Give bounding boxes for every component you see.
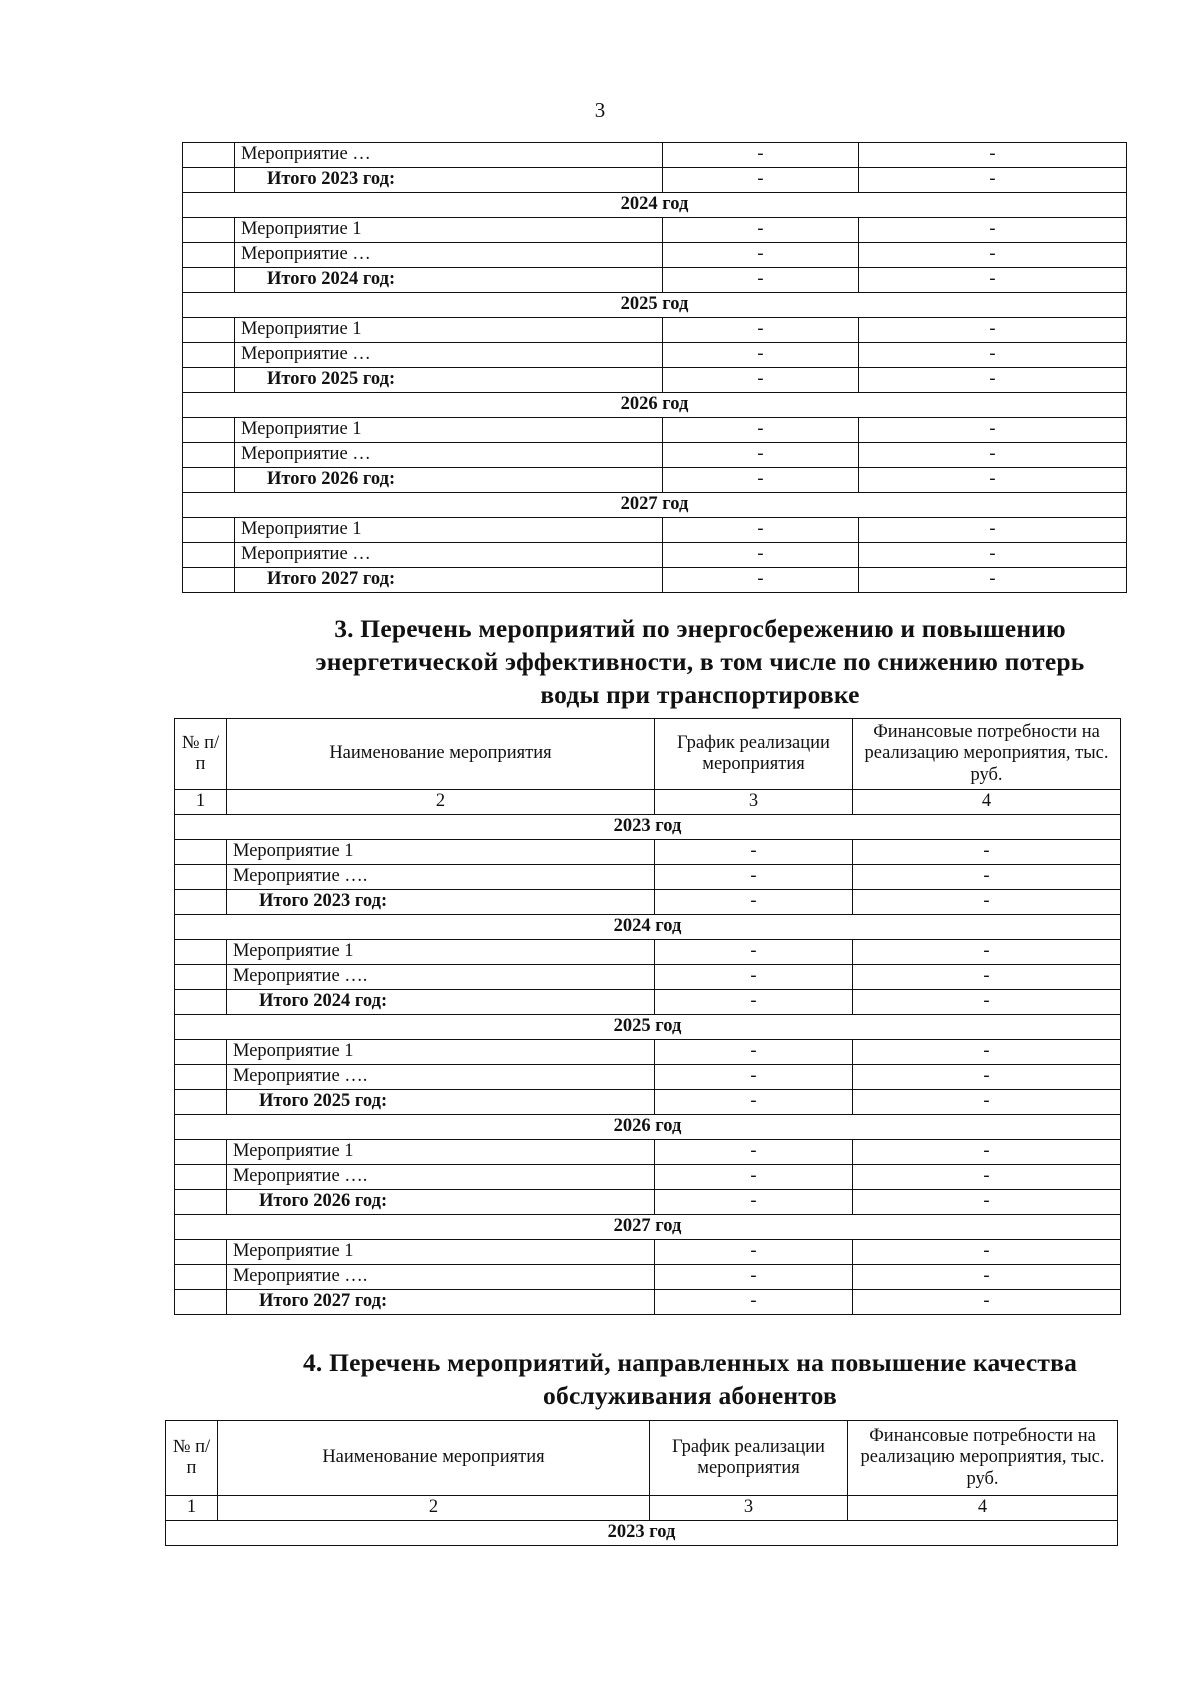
finance-cell: - [853,1140,1121,1165]
index-4: 4 [848,1496,1118,1521]
measure-name: Мероприятие …. [227,1165,655,1190]
year-header-row [183,193,1127,218]
year-header-row [183,293,1127,318]
schedule-cell: - [663,343,859,368]
table-row [175,965,1121,990]
finance-cell: - [853,1040,1121,1065]
finance-cell: - [853,840,1121,865]
schedule-cell: - [663,418,859,443]
header-finance: Финансовые потребности на реализацию мероприятия, тыс. руб. [848,1421,1118,1496]
measure-name: Мероприятие 1 [227,1140,655,1165]
finance-cell: - [853,1240,1121,1265]
schedule-cell: - [663,218,859,243]
year-label: 2025 год [183,293,1127,318]
row-number-cell [183,468,235,493]
total-row [175,990,1121,1015]
table-row [175,1265,1121,1290]
total-label: Итого 2025 год: [235,368,663,393]
schedule-cell: - [655,990,853,1015]
total-row [183,268,1127,293]
header-schedule: График реализации мероприятия [655,719,853,790]
section-3-table [174,718,1121,1315]
schedule-cell: - [655,965,853,990]
row-number-cell [175,1290,227,1315]
schedule-cell: - [663,268,859,293]
row-number-cell [183,243,235,268]
schedule-cell: - [655,1090,853,1115]
schedule-cell: - [655,940,853,965]
schedule-cell: - [655,1265,853,1290]
total-row [183,168,1127,193]
table-row [175,940,1121,965]
year-label: 2023 год [175,815,1121,840]
schedule-cell: - [655,890,853,915]
total-label: Итого 2026 год: [227,1190,655,1215]
year-header-row [175,915,1121,940]
table-row [183,318,1127,343]
table-row [175,1040,1121,1065]
finance-cell: - [859,268,1127,293]
row-number-cell [183,543,235,568]
schedule-cell: - [663,243,859,268]
schedule-cell: - [655,1190,853,1215]
schedule-cell: - [663,143,859,168]
row-number-cell [175,990,227,1015]
finance-cell: - [859,543,1127,568]
section-4-title-line-1: 4. Перечень мероприятий, направленных на повышение качества [302,1348,1078,1377]
total-label: Итого 2023 год: [235,168,663,193]
schedule-cell: - [663,468,859,493]
finance-cell: - [853,940,1121,965]
schedule-cell: - [655,1140,853,1165]
section-2-table-body [183,143,1127,593]
row-number-cell [175,1140,227,1165]
section-3-title-line-1: 3. Перечень мероприятий по энергосбережению и повышению [334,614,1066,643]
schedule-cell: - [655,1240,853,1265]
year-label: 2026 год [175,1115,1121,1140]
table-row [183,143,1127,168]
finance-cell: - [859,418,1127,443]
row-number-cell [175,1240,227,1265]
measure-name: Мероприятие 1 [227,1240,655,1265]
finance-cell: - [853,990,1121,1015]
finance-cell: - [859,468,1127,493]
schedule-cell: - [663,368,859,393]
table-row [183,343,1127,368]
year-label: 2025 год [175,1015,1121,1040]
measure-name: Мероприятие 1 [227,1040,655,1065]
year-label: 2024 год [183,193,1127,218]
table-index-row [166,1496,1118,1521]
measure-name: Мероприятие … [235,143,663,168]
table-row [175,1065,1121,1090]
header-number: № п/п [166,1421,218,1496]
year-header-row [175,1215,1121,1240]
year-header-row [183,393,1127,418]
finance-cell: - [859,218,1127,243]
finance-cell: - [859,518,1127,543]
finance-cell: - [853,1190,1121,1215]
finance-cell: - [853,1290,1121,1315]
finance-cell: - [859,443,1127,468]
section-3-title-line-2: энергетической эффективности, в том числе по снижению потерь [315,647,1085,677]
finance-cell: - [853,1065,1121,1090]
row-number-cell [175,1065,227,1090]
finance-cell: - [859,368,1127,393]
total-label: Итого 2026 год: [235,468,663,493]
row-number-cell [183,318,235,343]
year-label: 2026 год [183,393,1127,418]
schedule-cell: - [655,1290,853,1315]
row-number-cell [175,965,227,990]
total-label: Итого 2027 год: [235,568,663,593]
total-label: Итого 2024 год: [227,990,655,1015]
year-header-row [175,815,1121,840]
header-schedule: График реализации мероприятия [650,1421,848,1496]
year-label: 2023 год [166,1521,1118,1546]
schedule-cell: - [655,1065,853,1090]
section-4-table-body [166,1521,1118,1546]
row-number-cell [175,940,227,965]
table-row [183,418,1127,443]
row-number-cell [183,368,235,393]
table-row [183,443,1127,468]
table-row [183,543,1127,568]
total-label: Итого 2027 год: [227,1290,655,1315]
schedule-cell: - [663,518,859,543]
total-label: Итого 2024 год: [235,268,663,293]
measure-name: Мероприятие … [235,243,663,268]
section-3-title [280,612,1120,711]
schedule-cell: - [663,443,859,468]
finance-cell: - [859,343,1127,368]
total-label: Итого 2025 год: [227,1090,655,1115]
header-finance: Финансовые потребности на реализацию мероприятия, тыс. руб. [853,719,1121,790]
table-row [183,243,1127,268]
measure-name: Мероприятие … [235,343,663,368]
row-number-cell [175,1265,227,1290]
measure-name: Мероприятие 1 [227,840,655,865]
total-row [183,568,1127,593]
row-number-cell [183,343,235,368]
total-row [183,468,1127,493]
row-number-cell [175,890,227,915]
index-2: 2 [227,790,655,815]
total-row [175,1190,1121,1215]
finance-cell: - [853,1165,1121,1190]
header-name: Наименование мероприятия [227,719,655,790]
section-4-title [250,1346,1130,1412]
index-3: 3 [650,1496,848,1521]
measure-name: Мероприятие 1 [235,518,663,543]
row-number-cell [183,168,235,193]
year-label: 2024 год [175,915,1121,940]
year-header-row [166,1521,1118,1546]
measure-name: Мероприятие 1 [235,418,663,443]
index-1: 1 [175,790,227,815]
header-name: Наименование мероприятия [218,1421,650,1496]
table-row [175,865,1121,890]
year-label: 2027 год [175,1215,1121,1240]
row-number-cell [175,1040,227,1065]
measure-name: Мероприятие 1 [235,218,663,243]
schedule-cell: - [655,865,853,890]
finance-cell: - [853,890,1121,915]
row-number-cell [175,840,227,865]
finance-cell: - [859,243,1127,268]
section-4-title-line-2: обслуживания абонентов [543,1381,837,1411]
table-row [175,1240,1121,1265]
row-number-cell [175,1090,227,1115]
finance-cell: - [853,1265,1121,1290]
index-4: 4 [853,790,1121,815]
row-number-cell [183,218,235,243]
table-row [175,840,1121,865]
row-number-cell [183,418,235,443]
section-2-table-continued [182,142,1127,593]
table-index-row [175,790,1121,815]
section-4-table [165,1420,1118,1546]
measure-name: Мероприятие …. [227,1065,655,1090]
header-number: № п/п [175,719,227,790]
table-header-row [175,719,1121,790]
measure-name: Мероприятие … [235,443,663,468]
section-3-title-line-3: воды при транспортировке [540,680,860,710]
schedule-cell: - [655,1040,853,1065]
row-number-cell [183,568,235,593]
section-3-table-body [175,815,1121,1315]
measure-name: Мероприятие …. [227,965,655,990]
row-number-cell [183,268,235,293]
finance-cell: - [853,965,1121,990]
total-row [175,1090,1121,1115]
row-number-cell [183,143,235,168]
row-number-cell [183,443,235,468]
year-header-row [175,1015,1121,1040]
index-3: 3 [655,790,853,815]
measure-name: Мероприятие … [235,543,663,568]
year-label: 2027 год [183,493,1127,518]
table-row [183,518,1127,543]
total-row [175,890,1121,915]
table-row [183,218,1127,243]
schedule-cell: - [663,168,859,193]
total-label: Итого 2023 год: [227,890,655,915]
row-number-cell [175,865,227,890]
schedule-cell: - [663,318,859,343]
schedule-cell: - [655,1165,853,1190]
finance-cell: - [859,143,1127,168]
table-row [175,1165,1121,1190]
finance-cell: - [859,168,1127,193]
index-1: 1 [166,1496,218,1521]
table-header-row [166,1421,1118,1496]
index-2: 2 [218,1496,650,1521]
measure-name: Мероприятие 1 [235,318,663,343]
measure-name: Мероприятие …. [227,1265,655,1290]
schedule-cell: - [663,543,859,568]
measure-name: Мероприятие 1 [227,940,655,965]
total-row [175,1290,1121,1315]
row-number-cell [175,1165,227,1190]
schedule-cell: - [663,568,859,593]
schedule-cell: - [655,840,853,865]
finance-cell: - [859,318,1127,343]
measure-name: Мероприятие …. [227,865,655,890]
year-header-row [183,493,1127,518]
table-row [175,1140,1121,1165]
row-number-cell [183,518,235,543]
year-header-row [175,1115,1121,1140]
row-number-cell [175,1190,227,1215]
page-number: 3 [594,98,606,122]
finance-cell: - [853,1090,1121,1115]
finance-cell: - [853,865,1121,890]
finance-cell: - [859,568,1127,593]
total-row [183,368,1127,393]
